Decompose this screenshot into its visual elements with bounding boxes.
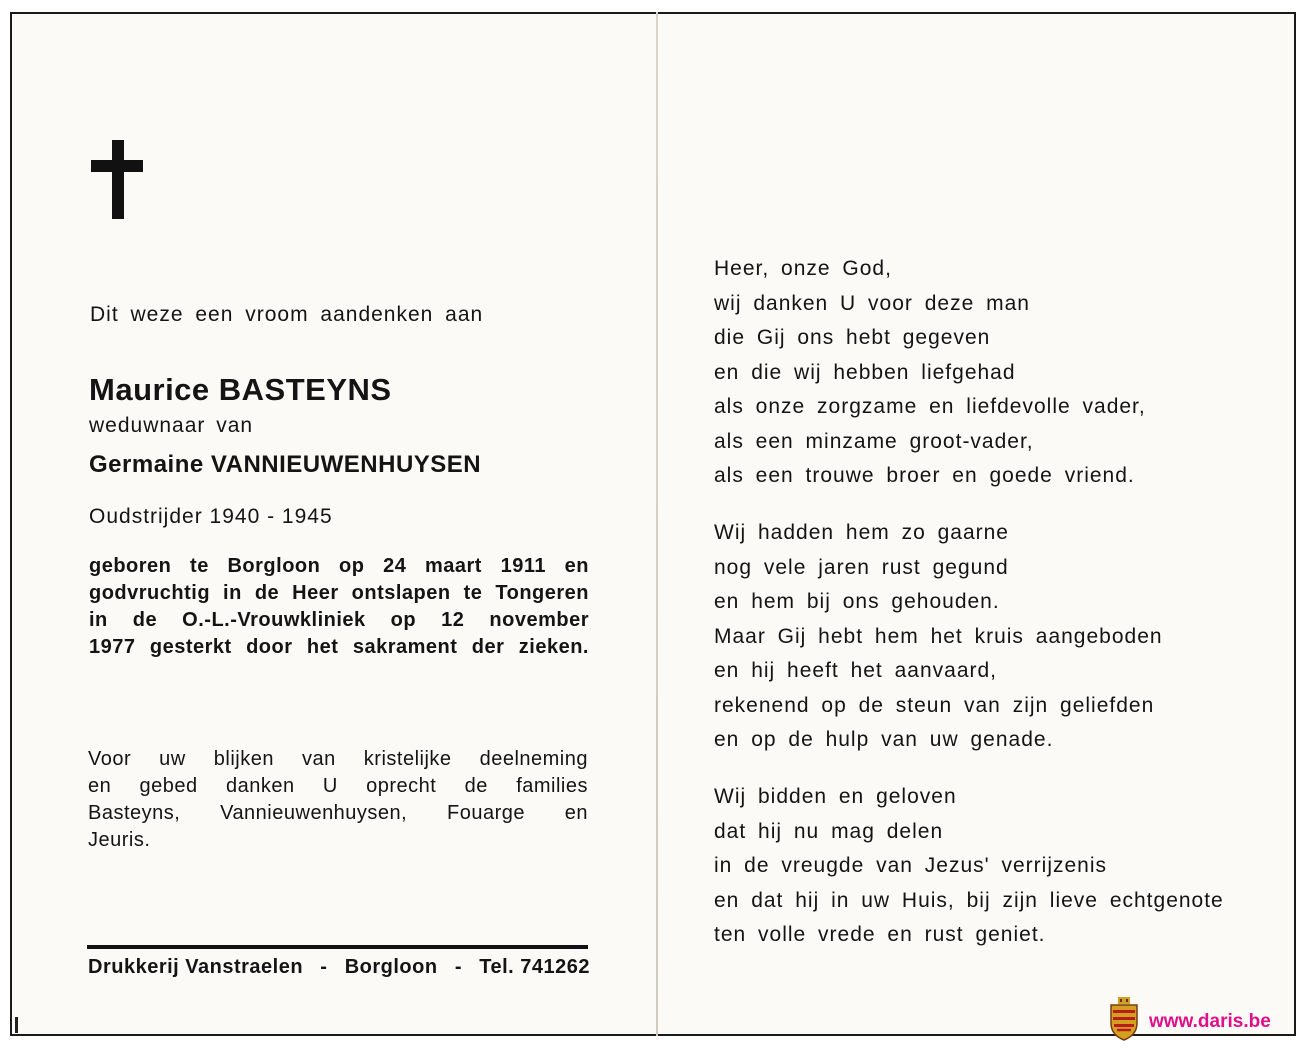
prayer-line: ten volle vrede en rust geniet. — [714, 923, 1046, 946]
prayer-line: als een trouwe broer en goede vriend. — [714, 464, 1135, 487]
prayer-line: rekenend op de steun van zijn geliefden — [714, 693, 1155, 717]
relation-text: weduwnaar van — [89, 414, 254, 437]
printer-sep: - — [454, 956, 462, 978]
bio-line: geboren te Borgloon op 24 maart 1911 en — [89, 555, 589, 577]
prayer-line: Maar Gij hebt hem het kruis aangeboden — [714, 624, 1163, 648]
prayer-line: en op de hulp van uw genade. — [714, 728, 1054, 751]
divider — [87, 945, 588, 949]
intro-text: Dit weze een vroom aandenken aan — [90, 303, 484, 326]
edge-mark — [15, 1017, 18, 1033]
deceased-name: Maurice BASTEYNS — [89, 372, 392, 407]
thanks-line: Basteyns, Vannieuwenhuysen, Fouarge en — [88, 802, 588, 824]
prayer-line: als onze zorgzame en liefdevolle vader, — [714, 395, 1146, 418]
watermark-url: www.daris.be — [1149, 1011, 1271, 1032]
prayer-line: en hij heeft het aanvaard, — [714, 659, 998, 682]
spouse-name: Germaine VANNIEUWENHUYSEN — [89, 451, 482, 478]
prayer-line: nog vele jaren rust gegund — [714, 555, 1009, 579]
prayer-line: Wij bidden en geloven — [714, 785, 957, 808]
printer-name: Drukkerij Vanstraelen — [88, 956, 304, 978]
prayer-line: in de vreugde van Jezus' verrijzenis — [714, 854, 1108, 877]
bio-line: in de O.-L.-Vrouwkliniek op 12 november — [89, 609, 589, 631]
prayer-line: dat hij nu mag delen — [714, 819, 944, 843]
prayer-line: wij danken U voor deze man — [714, 291, 1030, 315]
prayer-line: als een minzame groot-vader, — [714, 429, 1034, 453]
prayer-stanza — [714, 780, 1224, 953]
prayer-line: en die wij hebben liefgehad — [714, 360, 1016, 384]
thanks-paragraph — [88, 746, 588, 854]
prayer-line: Wij hadden hem zo gaarne — [714, 521, 1009, 544]
bio-line: 1977 gesterkt door het sakrament der zieken. — [89, 636, 589, 658]
biography — [89, 553, 589, 661]
printer-line — [88, 956, 590, 979]
card-fold — [656, 12, 658, 1036]
printer-city: Borgloon — [344, 956, 438, 978]
veteran-text: Oudstrijder 1940 - 1945 — [89, 505, 333, 528]
printer-phone: Tel. 741262 — [479, 956, 590, 978]
thanks-line: Jeuris. — [88, 829, 151, 851]
prayer-line: Heer, onze God, — [714, 257, 892, 280]
prayer-stanza — [714, 252, 1146, 494]
printer-sep: - — [320, 956, 328, 978]
prayer-stanza — [714, 516, 1163, 758]
prayer-line: en dat hij in uw Huis, bij zijn lieve echtgenote — [714, 888, 1224, 912]
coat-of-arms-icon — [1108, 997, 1140, 1041]
thanks-line: Voor uw blijken van kristelijke deelneming — [88, 748, 588, 770]
thanks-line: en gebed danken U oprecht de families — [88, 775, 588, 797]
prayer-line: en hem bij ons gehouden. — [714, 590, 1000, 613]
prayer-line: die Gij ons hebt gegeven — [714, 326, 991, 349]
bio-line: godvruchtig in de Heer ontslapen te Tongeren — [89, 582, 589, 604]
